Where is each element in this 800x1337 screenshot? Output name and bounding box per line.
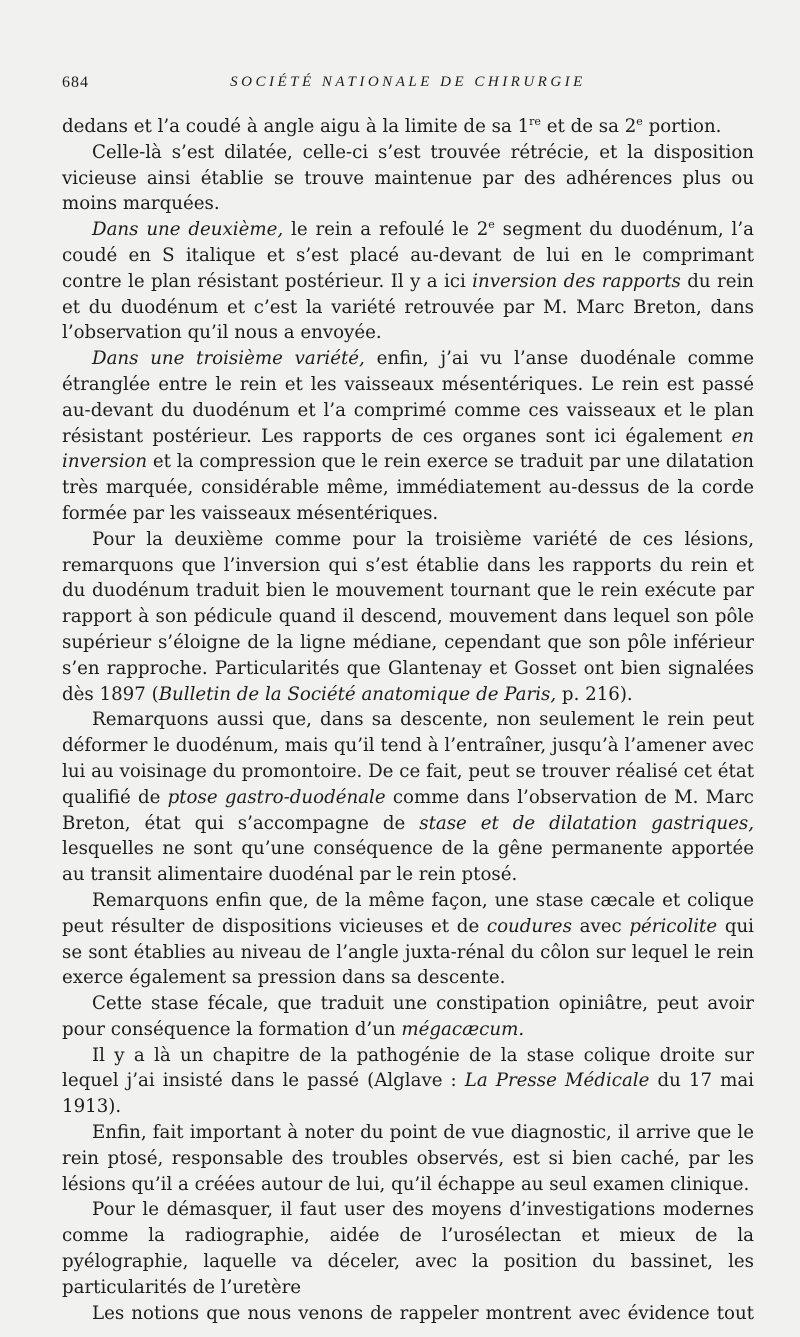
paragraph-8 xyxy=(62,1043,754,1120)
text-run: Pour le démasquer, il faut user des moyens d’investigations modernes comme la radiographie, aidée de l’urosélectan et mieux de la pyélographie, laquelle va déceler, avec la position du bassinet, les particularités de l’uretère xyxy=(62,1199,754,1298)
body-text xyxy=(62,114,754,1326)
italic-text: péricolite xyxy=(629,915,718,937)
text-run: et de sa 2 xyxy=(540,116,637,137)
paragraph-6 xyxy=(62,888,754,991)
italic-text: Bulletin de la Société anatomique de Paris, xyxy=(158,683,557,705)
paragraph-4 xyxy=(62,527,754,708)
italic-text: inversion des rapports xyxy=(472,270,681,292)
italic-text: Dans une troisième variété, xyxy=(92,348,365,370)
text-run: et la compression que le rein exerce se traduit par une dilatation très marquée, considérable même, immédiatement au-dessus de la corde formée par les vaisseaux mésentériques. xyxy=(62,451,754,524)
text-run: Remarquons enfin que, de la même façon, une stase cæcale et colique peut résulter de dispositions vicieuses et de xyxy=(62,889,754,937)
page-header xyxy=(62,74,754,96)
paragraph-0 xyxy=(62,114,754,140)
italic-text: coudures xyxy=(486,915,572,937)
text-run: dedans et l’a coudé à angle aigu à la limite de sa 1 xyxy=(62,116,530,137)
text-run: avec xyxy=(571,915,630,937)
text-run: lesquelles ne sont qu’une conséquence de la gêne permanente apportée au transit alimentaire duodénal par le rein ptosé. xyxy=(62,838,754,886)
superscript: e xyxy=(636,115,643,128)
running-title: SOCIÉTÉ NATIONALE DE CHIRURGIE xyxy=(230,74,586,90)
paragraph-9 xyxy=(62,1120,754,1197)
italic-text: Dans une deuxième, xyxy=(92,219,284,241)
text-run: du 17 mai 1913). xyxy=(62,1070,754,1118)
paragraph-10 xyxy=(62,1197,754,1300)
text-run: Les notions que nous venons de rappeler montrent avec évidence tout xyxy=(92,1302,754,1324)
italic-text: en inversion xyxy=(62,425,754,473)
text-run: du rein et du duodénum et c’est la variété retrouvée par M. Marc Breton, dans l’observation qu’il nous a envoyée. xyxy=(62,270,754,344)
text-run: portion. xyxy=(642,116,722,137)
text-run: Enfin, fait important à noter du point de vue diagnostic, il arrive que le rein ptosé, responsable des troubles observés, est si bien caché, par les lésions qu’il a créées autour de lui, qu’il échappe au seul examen clinique. xyxy=(62,1122,754,1195)
text-run: Cette stase fécale, que traduit une constipation opiniâtre, peut avoir pour conséquence la formation d’un xyxy=(62,993,754,1040)
paragraph-11 xyxy=(62,1301,754,1327)
text-run: Il y a là un chapitre de la pathogénie de la stase colique droite sur lequel j’ai insisté dans le passé (Alglave : xyxy=(62,1044,754,1092)
superscript: e xyxy=(488,218,495,232)
page-number: 684 xyxy=(62,74,89,91)
text-run: p. 216). xyxy=(556,683,633,705)
text-run: Celle-là s’est dilatée, celle-ci s’est trouvée rétrécie, et la disposition vicieuse ainsi établie se trouve maintenue par des adhérences plus ou moins marquées. xyxy=(62,141,754,215)
italic-text: ptose gastro-duodénale xyxy=(167,786,386,808)
italic-text: mégacæcum. xyxy=(401,1018,525,1040)
paragraph-7 xyxy=(62,991,754,1043)
superscript: re xyxy=(529,115,541,128)
text-run: segment du duodénum, l’a coudé en S italique et s’est placé au-devant de lui en le comprimant contre le plan résistant postérieur. Il y a ici xyxy=(62,219,754,292)
paragraph-3 xyxy=(62,346,754,527)
italic-text: La Presse Médicale xyxy=(464,1070,650,1092)
text-run: comme dans l’observation de M. Marc Breton, état qui s’accompagne de xyxy=(62,786,754,834)
text-run: enfin, j’ai vu l’anse duodénale comme étranglée entre le rein et les vaisseaux mésentériques. Le rein est passé au-devant du duodénum et l’a comprimé comme ces vaisseaux et le plan résistant postérieur. Les rapports de ces organes sont ici également xyxy=(62,348,754,447)
italic-text: stase et de dilatation gastriques, xyxy=(419,812,754,834)
text-run: le rein a refoulé le 2 xyxy=(283,219,489,241)
text-run: qui se sont établies au niveau de l’angle juxta-rénal du côlon sur lequel le rein exerce également sa pression dans sa descente. xyxy=(62,915,754,989)
text-run: Pour la deuxième comme pour la troisième variété de ces lésions, remarquons que l’inversion qui s’est établie dans les rapports du rein et du duodénum traduit bien le mouvement tournant que le rein exécute par rapport à son pédicule quand il descend, mouvement dans lequel son pôle supérieur s’éloigne de la ligne médiane, cependant que son pôle inférieur s’en rapproche. Particularités que Glantenay et Gosset ont bien signalées dès 1897 ( xyxy=(62,528,754,705)
paragraph-2 xyxy=(62,217,754,346)
text-run: Remarquons aussi que, dans sa descente, non seulement le rein peut déformer le duodénum, mais qu’il tend à l’entraîner, jusqu’à l’amener avec lui au voisinage du promontoire. De ce fait, peut se trouver réalisé cet état qualifié de xyxy=(62,709,754,808)
paragraph-1 xyxy=(62,140,754,217)
paragraph-5 xyxy=(62,707,754,888)
